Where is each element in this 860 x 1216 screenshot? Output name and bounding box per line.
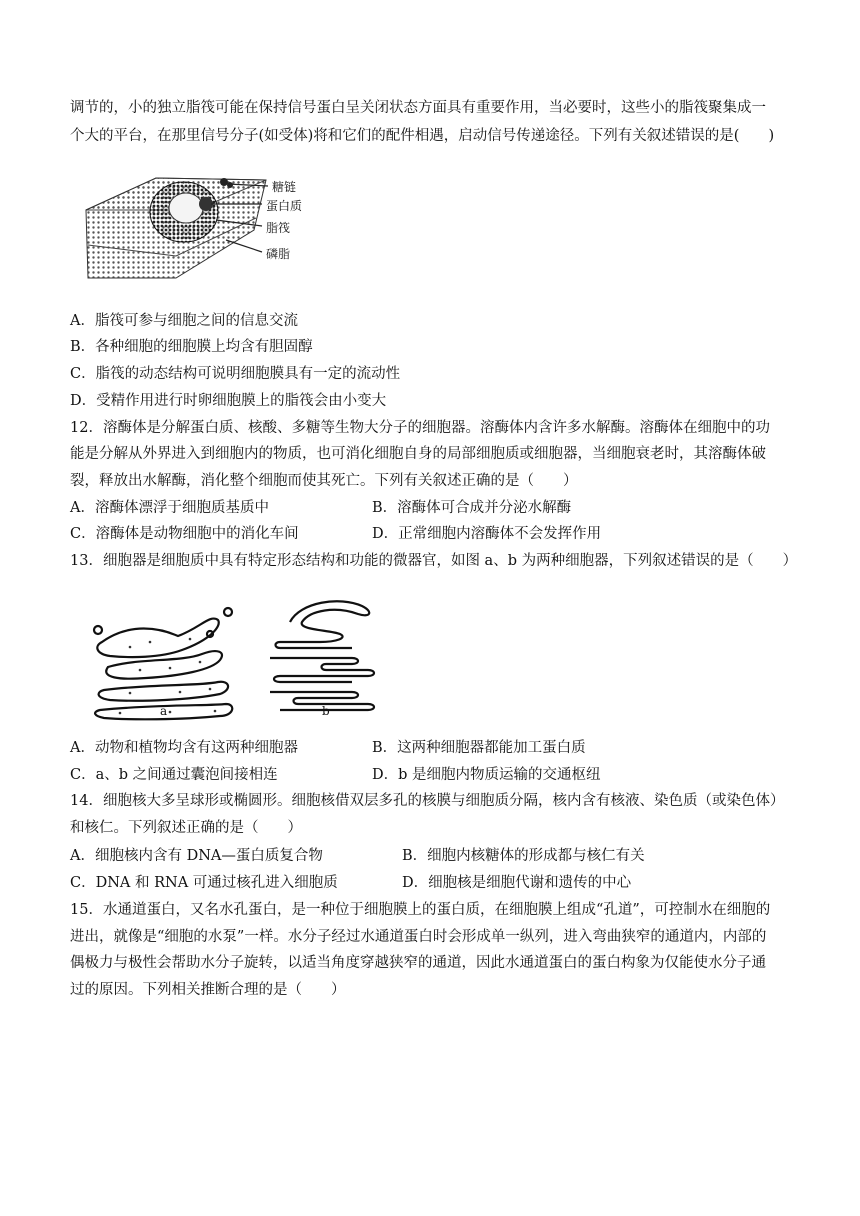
figure-label-a: a — [160, 704, 168, 718]
q14-stem-line-2: 和核仁。下列叙述正确的是（ ） — [70, 820, 302, 836]
intro-line-1: 调节的，小的独立脂筏可能在保持信号蛋白呈关闭状态方面具有重要作用，当必要时，这些小的脂筏聚集成一 — [70, 100, 766, 116]
endoplasmic-reticulum-drawing — [270, 601, 374, 710]
label-protein: 蛋白质 — [266, 199, 303, 213]
organelle-diagram — [90, 592, 400, 726]
q11-option-b: B．各种细胞的细胞膜上均含有胆固醇 — [70, 339, 313, 355]
q12-option-c: C．溶酶体是动物细胞中的消化车间 — [70, 526, 299, 542]
figure-label-b: b — [322, 704, 330, 718]
intro-line-2: 个大的平台，在那里信号分子(如受体)将和它们的配件相遇，启动信号传递途径。下列有关叙述错误的是( ) — [70, 128, 775, 144]
q15-stem-line-1: 15．水通道蛋白，又名水孔蛋白，是一种位于细胞膜上的蛋白质，在细胞膜上组成“孔道”，可控制水在细胞的 — [70, 902, 771, 918]
q15-stem-line-2: 进出，就像是“细胞的水泵”一样。水分子经过水通道蛋白时会形成单一纵列，进入弯曲狭窄的通道内，内部的 — [70, 929, 767, 945]
q13-option-a: A．动物和植物均含有这两种细胞器 — [70, 740, 298, 756]
q15-stem-line-3: 偶极力与极性会帮助水分子旋转，以适当角度穿越狭窄的通道，因此水通道蛋白的蛋白构象为仅能使水分子通 — [70, 955, 766, 971]
q12-stem-line-2: 能是分解从外界进入到细胞内的物质，也可消化细胞自身的局部细胞质或细胞器，当细胞衰老时，其溶酶体破 — [70, 446, 766, 462]
q14-option-c: C．DNA 和 RNA 可通过核孔进入细胞质 — [70, 875, 338, 891]
q13-stem-line-1: 13．细胞器是细胞质中具有特定形态结构和功能的微器官，如图 a、b 为两种细胞器，下列叙述错误的是（ ） — [70, 553, 798, 569]
q13-option-b: B．这两种细胞器都能加工蛋白质 — [372, 740, 586, 756]
q14-options-row-1 — [70, 846, 790, 866]
golgi-apparatus-drawing — [94, 608, 232, 719]
q12-option-a: A．溶酶体漂浮于细胞质基质中 — [70, 500, 269, 516]
q14-option-b: B．细胞内核糖体的形成都与核仁有关 — [402, 848, 645, 864]
q11-option-d: D．受精作用进行时卵细胞膜上的脂筏会由小变大 — [70, 393, 387, 409]
q13-options-row-1 — [70, 738, 790, 758]
q13-options-row-2 — [70, 765, 790, 785]
q11-option-c: C．脂筏的动态结构可说明细胞膜具有一定的流动性 — [70, 366, 401, 382]
q12-options-row-2 — [70, 524, 790, 544]
q12-option-d: D．正常细胞内溶酶体不会发挥作用 — [372, 526, 602, 542]
lipid-raft-diagram — [76, 160, 366, 302]
q15-stem-line-4: 过的原因。下列相关推断合理的是（ ） — [70, 982, 346, 998]
q14-stem-line-1: 14．细胞核大多呈球形或椭圆形。细胞核借双层多孔的核膜与细胞质分隔，核内含有核液、染色质（或染色体） — [70, 793, 785, 809]
q14-option-a: A．细胞核内含有 DNA—蛋白质复合物 — [70, 848, 323, 864]
q13-option-d: D．b 是细胞内物质运输的交通枢纽 — [372, 767, 601, 783]
q12-stem-line-1: 12．溶酶体是分解蛋白质、核酸、多糖等生物大分子的细胞器。溶酶体内含许多水解酶。溶酶体在细胞中的功 — [70, 420, 770, 436]
label-phospholipid: 磷脂 — [266, 247, 291, 261]
q11-option-a: A．脂筏可参与细胞之间的信息交流 — [70, 313, 298, 329]
q12-stem-line-3: 裂，释放出水解酶，消化整个细胞而使其死亡。下列有关叙述正确的是（ ） — [70, 473, 578, 489]
q14-options-row-2 — [70, 873, 790, 893]
organelle-figure — [90, 592, 400, 726]
q12-option-b: B．溶酶体可合成并分泌水解酶 — [372, 500, 572, 516]
label-lipid-raft: 脂筏 — [266, 221, 291, 235]
q14-option-d: D．细胞核是细胞代谢和遗传的中心 — [402, 875, 632, 891]
label-sugar-chain: 糖链 — [272, 180, 297, 194]
lipid-raft-figure — [76, 160, 366, 302]
q12-options-row-1 — [70, 498, 790, 518]
q13-option-c: C．a、b 之间通过囊泡间接相连 — [70, 767, 278, 783]
